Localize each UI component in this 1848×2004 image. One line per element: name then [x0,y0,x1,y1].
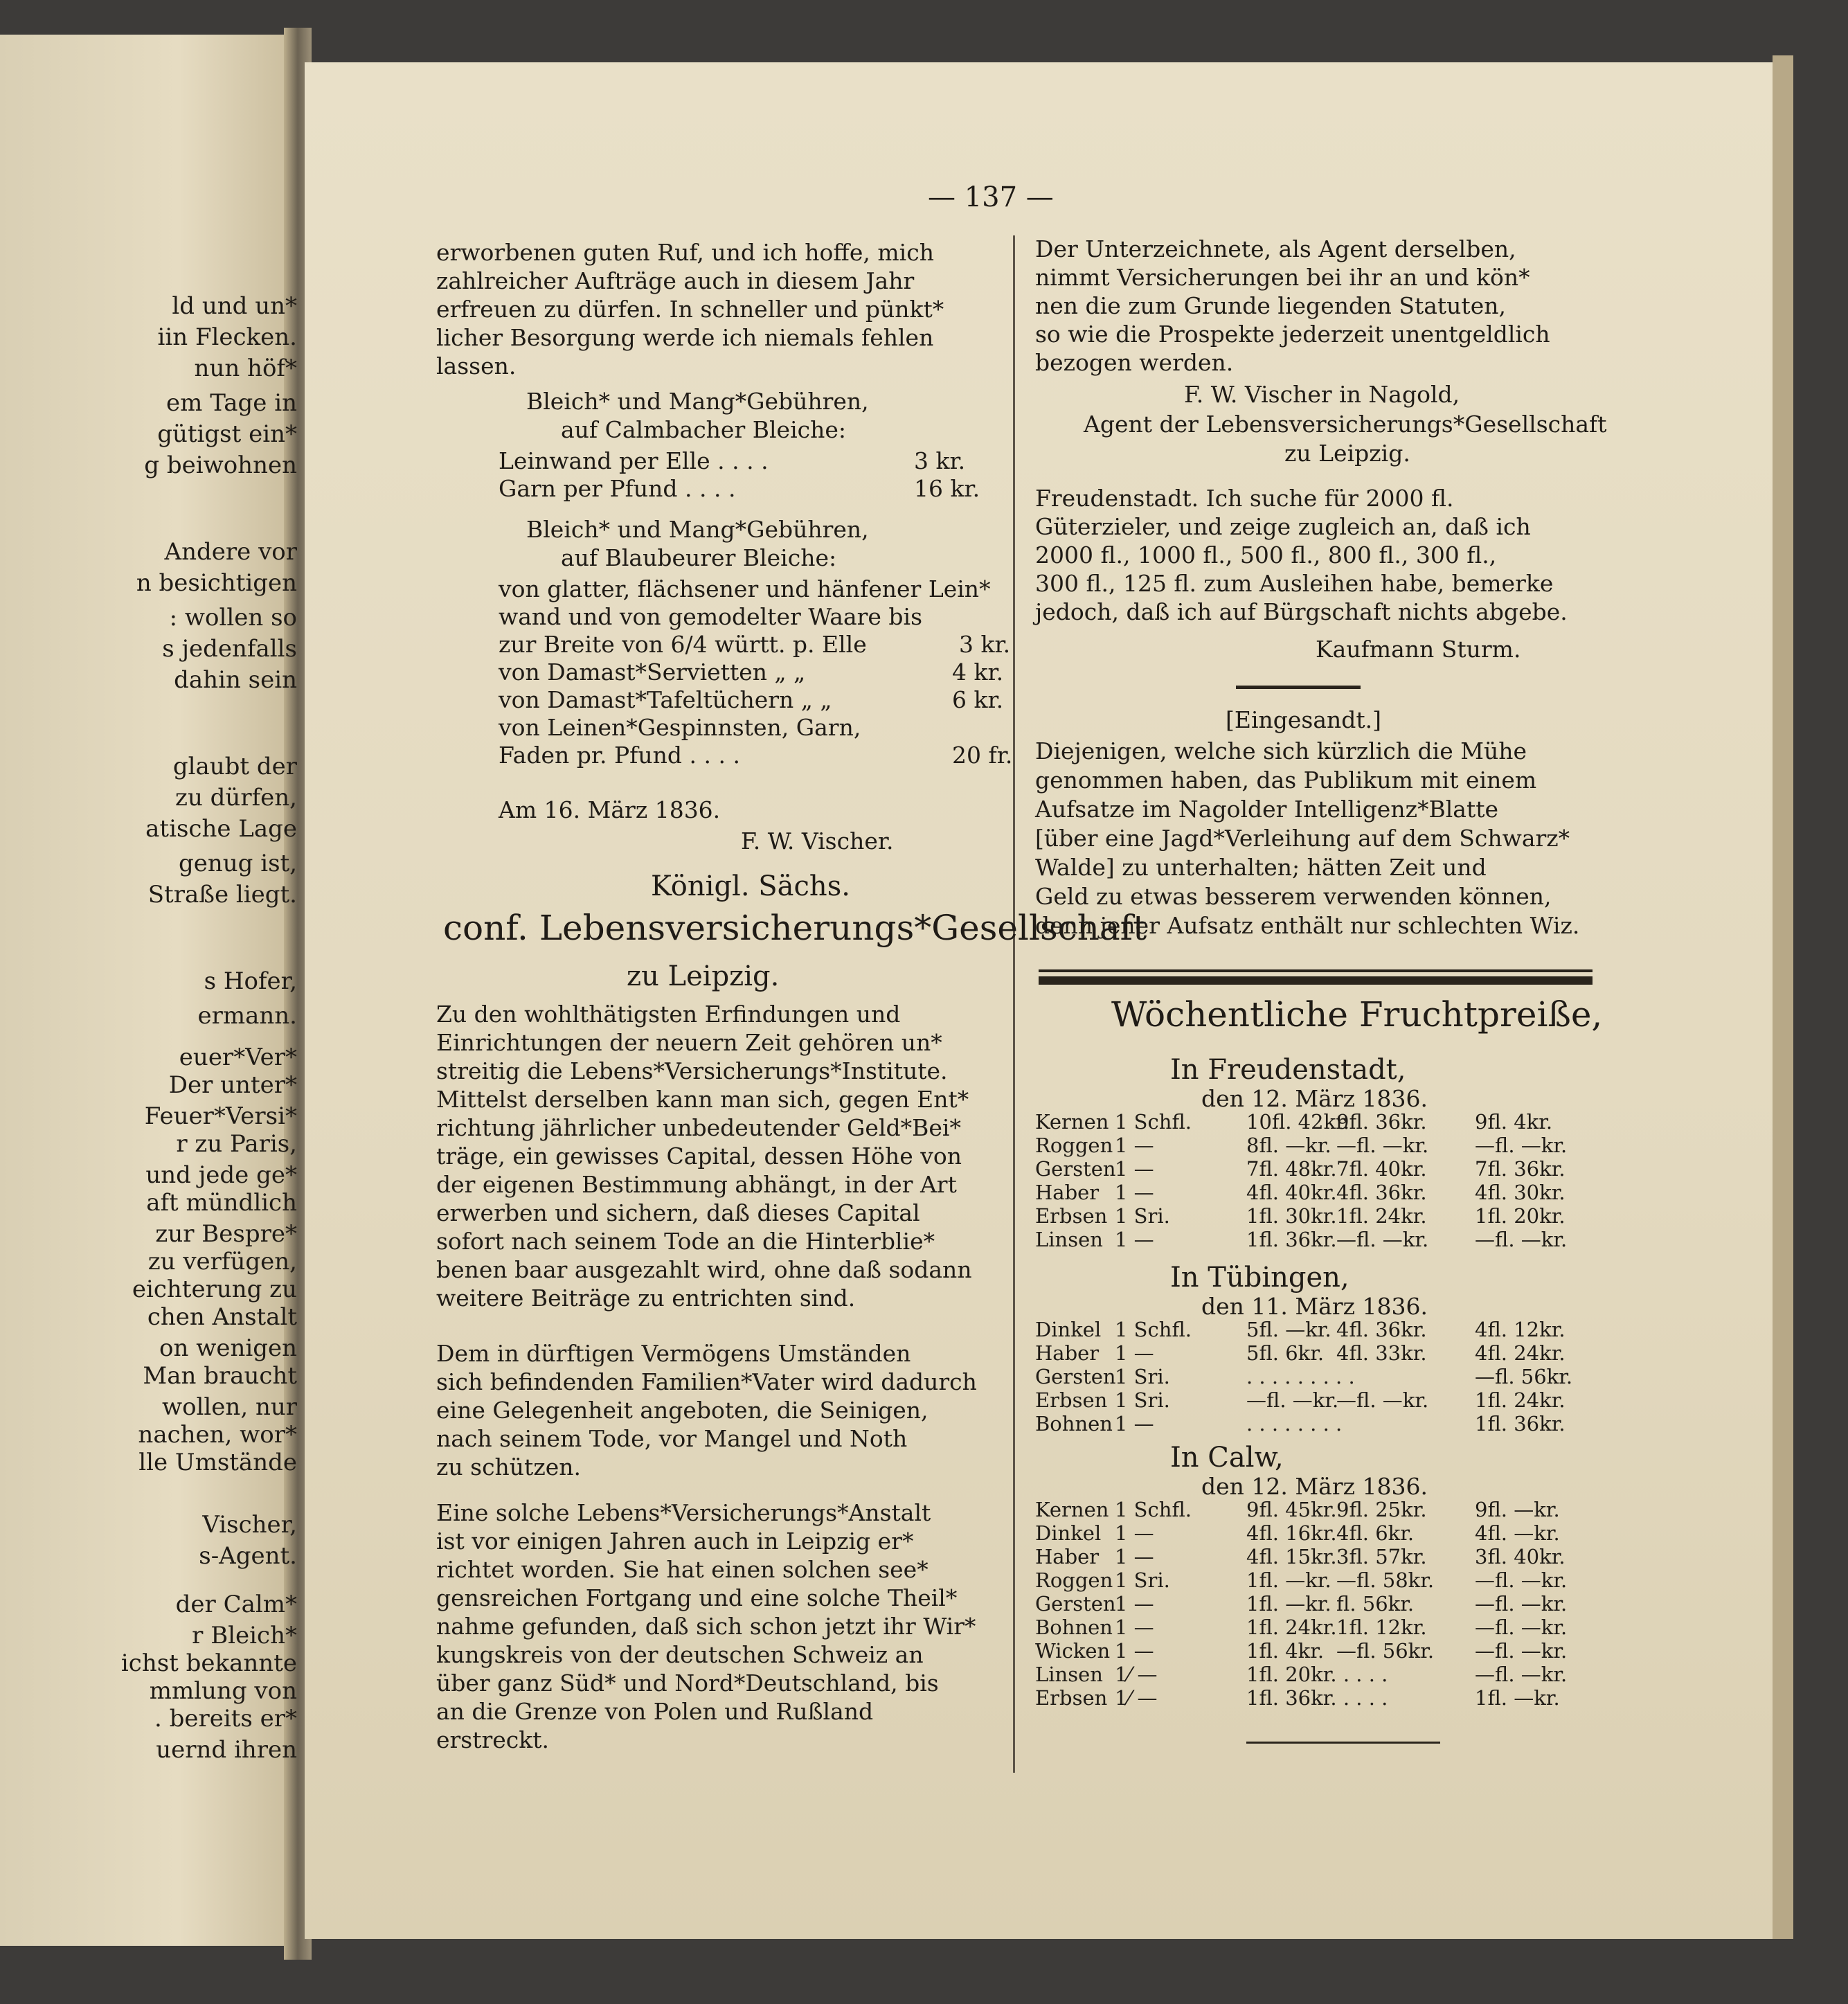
price-cell: 1 — [1115,1228,1154,1251]
price-cell: —fl. —kr. [1475,1134,1568,1157]
text-line: erwerben und sichern, daß dieses Capital [436,1199,920,1226]
price-cell: Linsen [1035,1663,1103,1686]
left-page-line: Der unter* [168,1071,297,1099]
text-line: Zu den wohlthätigsten Erfindungen und [436,1001,901,1028]
price-cell: —fl. —kr. [1475,1228,1568,1251]
text-line: kungskreis von der deutschen Schweiz an [436,1641,924,1668]
price-cell: —fl. 56kr. [1475,1365,1573,1388]
price-cell: Bohnen [1035,1412,1113,1435]
price-cell: 4fl. 36kr. [1336,1181,1427,1204]
price-cell: . . . . . . . . [1246,1412,1343,1435]
fee-price: 3 kr. [914,447,966,474]
fee-item: von Leinen*Gespinnsten, Garn, [499,714,861,741]
price-cell: 9fl. 25kr. [1336,1498,1427,1521]
price-cell: 1 Sri. [1115,1204,1170,1228]
insurance-title: conf. Lebensversicherungs*Gesellschaft [443,908,1147,948]
price-cell: Kernen [1035,1110,1109,1134]
price-cell: 1 — [1115,1521,1154,1545]
price-cell: Linsen [1035,1228,1103,1251]
separator-rule [1039,976,1593,985]
price-cell: Erbsen [1035,1388,1108,1412]
text-line: nahme gefunden, daß sich schon jetzt ihr Wir* [436,1613,976,1640]
fees-subheading: auf Calmbacher Bleiche: [561,416,847,443]
left-page-line: nun höf* [194,355,297,382]
price-cell: Dinkel [1035,1521,1102,1545]
price-cell: 7fl. 40kr. [1336,1157,1427,1181]
price-cell: 1 — [1115,1412,1154,1435]
left-page-line: zu dürfen, [175,784,297,812]
market-date: den 12. März 1836. [1201,1085,1428,1112]
price-cell: Erbsen [1035,1686,1108,1710]
price-cell: —fl. 56kr. [1336,1639,1435,1663]
text-line: zahlreicher Aufträge auch in diesem Jahr [436,267,915,294]
price-cell: Haber [1035,1545,1100,1568]
price-cell: Gersten [1035,1365,1116,1388]
price-cell: 3fl. 57kr. [1336,1545,1427,1568]
price-cell: 10fl. 42kr. [1246,1110,1350,1134]
left-page-line: nachen, wor* [138,1421,297,1449]
page-number: — 137 — [928,181,1054,213]
price-cell: 5fl. 6kr. [1246,1341,1325,1365]
left-page-line: eichterung zu [132,1276,297,1303]
price-cell: 1 Schfl. [1115,1110,1192,1134]
price-cell: —fl. —kr. [1246,1388,1339,1412]
separator-rule [1246,1742,1440,1744]
market-date: den 12. März 1836. [1201,1473,1428,1500]
price-cell: 1fl. 20kr. [1475,1204,1566,1228]
text-line: Güterzieler, und zeige zugleich an, daß ich [1035,513,1531,540]
price-cell: 1 Schfl. [1115,1318,1192,1341]
price-cell: —fl. —kr. [1336,1228,1429,1251]
text-line: träge, ein gewisses Capital, dessen Höhe von [436,1143,962,1170]
price-cell: 1fl. 24kr. [1246,1616,1337,1639]
price-cell: 4fl. 15kr. [1246,1545,1337,1568]
price-cell: —fl. —kr. [1475,1616,1568,1639]
left-page-line: iin Flecken. [157,323,297,351]
price-cell: —fl. —kr. [1475,1639,1568,1663]
left-page-line: Straße liegt. [147,881,297,909]
text-line: zur Breite von 6/4 württ. p. Elle [499,631,867,658]
price-cell: —fl. —kr. [1336,1388,1429,1412]
left-page-line: wollen, nur [161,1393,297,1421]
page-edge [1773,55,1793,1939]
text-line: Diejenigen, welche sich kürzlich die Mühe [1035,737,1527,764]
price-cell: 1fl. —kr. [1475,1686,1560,1710]
price-cell: 1fl. —kr. [1246,1592,1331,1616]
price-cell: 1 Sri. [1115,1388,1170,1412]
text-line: von glatter, flächsener und hänfener Lein* [499,575,991,602]
left-page-line: ichst bekannte [120,1649,297,1677]
price-cell: 9fl. 4kr. [1475,1110,1553,1134]
text-line: erstreckt. [436,1726,550,1753]
prices-title: Wöchentliche Fruchtpreiße, [1111,994,1603,1035]
price-cell: 7fl. 48kr. [1246,1157,1337,1181]
price-cell: 4fl. 6kr. [1336,1521,1415,1545]
left-page-line: atische Lage [145,815,297,843]
price-cell: 1fl. —kr. [1246,1568,1331,1592]
left-page-line: s Hofer, [204,967,297,995]
left-page-line: zur Bespre* [155,1220,297,1248]
fee-item: Garn per Pfund . . . . [499,475,736,502]
price-cell: Kernen [1035,1498,1109,1521]
left-page-line: uernd ihren [156,1736,297,1764]
price-cell: . . . . . . . . . [1246,1365,1355,1388]
text-line: an die Grenze von Polen und Rußland [436,1698,874,1725]
submitted-label: [Eingesandt.] [1226,706,1382,733]
agent-signature: zu Leipzig. [1284,440,1410,467]
date-line: Am 16. März 1836. [499,796,721,823]
text-line: Aufsatze im Nagolder Intelligenz*Blatte [1035,796,1498,823]
text-line: jedoch, daß ich auf Bürgschaft nichts abgebe. [1035,598,1568,625]
left-page-line: on wenigen [159,1334,297,1362]
fee-price: 20 fr. [952,742,1013,769]
price-cell: 1 — [1115,1134,1154,1157]
text-line: so wie die Prospekte jederzeit unentgeldlich [1035,321,1550,348]
price-cell: 9fl. 36kr. [1336,1110,1427,1134]
insurance-title: zu Leipzig. [627,960,780,992]
left-page-line: dahin sein [174,666,297,694]
price-cell: 1fl. 20kr. . . . . [1246,1663,1388,1686]
price-cell: 8fl. —kr. [1246,1134,1331,1157]
price-cell: Wicken [1035,1639,1111,1663]
left-page-line: ermann. [197,1002,297,1030]
market-place: In Calw, [1170,1442,1284,1474]
left-page-line: und jede ge* [145,1161,297,1189]
agent-signature: F. W. Vischer in Nagold, [1184,381,1460,408]
text-line: wand und von gemodelter Waare bis [499,603,923,630]
price-cell: 9fl. 45kr. [1246,1498,1337,1521]
left-page-line: s jedenfalls [162,635,297,663]
text-line: bezogen werden. [1035,349,1234,376]
price-cell: Erbsen [1035,1204,1108,1228]
text-line: richtung jährlicher unbedeutender Geld*Bei* [436,1114,961,1141]
text-line: Freudenstadt. Ich suche für 2000 fl. [1035,485,1454,512]
text-line: ist vor einigen Jahren auch in Leipzig er* [436,1528,914,1555]
left-page-line: mmlung von [149,1677,297,1705]
price-cell: 1 Sri. [1115,1568,1170,1592]
price-cell: 1⁄ — [1115,1686,1158,1710]
price-cell: 1fl. 36kr. [1246,1228,1337,1251]
price-cell: 4fl. 16kr. [1246,1521,1337,1545]
left-page-line: glaubt der [172,753,297,780]
agent-signature: Agent der Lebensversicherungs*Gesellschaft [1084,411,1607,438]
left-page-line: der Calm* [175,1591,297,1618]
left-page-line: chen Anstalt [147,1303,297,1331]
fee-price: 4 kr. [952,659,1004,686]
price-cell: 1fl. 12kr. [1336,1616,1427,1639]
price-cell: 1fl. 4kr. [1246,1639,1325,1663]
price-cell: 4fl. —kr. [1475,1521,1560,1545]
left-page-line: euer*Ver* [179,1044,297,1071]
fee-price: 3 kr. [959,631,1011,658]
fee-item: von Damast*Tafeltüchern „ „ [499,686,832,713]
text-line: Eine solche Lebens*Versicherungs*Anstalt [436,1499,931,1526]
separator-rule [1236,686,1361,689]
left-page-line: r zu Paris, [176,1130,297,1158]
left-page-line: genug ist, [178,850,297,877]
market-place: In Freudenstadt, [1170,1054,1406,1086]
price-cell: 4fl. 30kr. [1475,1181,1566,1204]
market-date: den 11. März 1836. [1201,1293,1428,1320]
text-line: streitig die Lebens*Versicherungs*Institute. [436,1057,948,1084]
text-line: [über eine Jagd*Verleihung auf dem Schwarz* [1035,825,1570,852]
price-cell: —fl. —kr. [1475,1663,1568,1686]
text-line: nimmt Versicherungen bei ihr an und kön* [1035,264,1530,291]
price-cell: 1 — [1115,1157,1154,1181]
price-cell: Haber [1035,1341,1100,1365]
text-line: nach seinem Tode, vor Mangel und Noth [436,1425,908,1452]
text-line: licher Besorgung werde ich niemals fehlen [436,324,934,351]
price-cell: 1 — [1115,1341,1154,1365]
price-cell: 7fl. 36kr. [1475,1157,1566,1181]
text-line: zu schützen. [436,1453,581,1480]
price-cell: 4fl. 33kr. [1336,1341,1427,1365]
price-cell: —fl. —kr. [1336,1134,1429,1157]
price-cell: 1 — [1115,1639,1154,1663]
price-cell: —fl. —kr. [1475,1568,1568,1592]
price-cell: 4fl. 12kr. [1475,1318,1566,1341]
text-line: erfreuen zu dürfen. In schneller und pünkt* [436,296,944,323]
price-cell: fl. 56kr. [1336,1592,1415,1616]
text-line: Geld zu etwas besserem verwenden können, [1035,883,1552,910]
text-line: weitere Beiträge zu entrichten sind. [436,1285,856,1312]
price-cell: 1 — [1115,1181,1154,1204]
market-place: In Tübingen, [1170,1262,1349,1294]
text-line: Dem in dürftigen Vermögens Umständen [436,1340,911,1367]
left-page-line: Feuer*Versi* [144,1102,297,1130]
fees-heading: Bleich* und Mang*Gebühren, [526,388,869,415]
price-cell: Roggen [1035,1134,1113,1157]
price-cell: 5fl. —kr. [1246,1318,1331,1341]
text-line: genommen haben, das Publikum mit einem [1035,767,1537,794]
text-line: über ganz Süd* und Nord*Deutschland, bis [436,1670,939,1697]
separator-rule [1039,969,1593,972]
price-cell: —fl. —kr. [1475,1592,1568,1616]
price-cell: 1 — [1115,1616,1154,1639]
text-line: benen baar ausgezahlt wird, ohne daß sodann [436,1256,972,1283]
price-cell: 9fl. —kr. [1475,1498,1560,1521]
price-cell: Bohnen [1035,1616,1113,1639]
left-page-line: r Bleich* [192,1622,297,1649]
price-cell: 1 Sri. [1115,1365,1170,1388]
price-cell: 1fl. 24kr. [1336,1204,1427,1228]
signature: F. W. Vischer. [741,827,894,855]
price-cell: 4fl. 36kr. [1336,1318,1427,1341]
column-divider [1013,235,1015,1773]
left-page-line: aft mündlich [146,1189,297,1217]
fees-subheading: auf Blaubeurer Bleiche: [561,544,837,571]
price-cell: 1 — [1115,1592,1154,1616]
fees-heading: Bleich* und Mang*Gebühren, [526,516,869,543]
price-cell: Dinkel [1035,1318,1102,1341]
insurance-title: Königl. Sächs. [651,870,850,902]
price-cell: Gersten [1035,1157,1116,1181]
fee-item: Leinwand per Elle . . . . [499,447,769,474]
price-cell: 1 Schfl. [1115,1498,1192,1521]
text-line: denn jener Aufsatz enthält nur schlechten Wiz. [1035,912,1580,939]
left-page-line: Andere vor [164,538,297,566]
left-page-line: s-Agent. [199,1542,297,1570]
left-page-line: Vischer, [202,1511,297,1539]
price-cell: Haber [1035,1181,1100,1204]
price-cell: 1⁄ — [1115,1663,1158,1686]
text-line: nen die zum Grunde liegenden Statuten, [1035,292,1506,319]
text-line: sich befindenden Familien*Vater wird dadurch [436,1368,977,1395]
price-cell: Roggen [1035,1568,1113,1592]
text-line: 2000 fl., 1000 fl., 500 fl., 800 fl., 300 fl., [1035,542,1497,569]
text-line: 300 fl., 125 fl. zum Ausleihen habe, bemerke [1035,570,1554,597]
price-cell: 1fl. 30kr. [1246,1204,1337,1228]
left-page-line: gütigst ein* [157,420,297,448]
left-page-line: g beiwohnen [144,451,297,479]
price-cell: 1fl. 24kr. [1475,1388,1566,1412]
left-page-line: : wollen so [169,604,297,632]
text-line: erworbenen guten Ruf, und ich hoffe, mich [436,239,934,266]
text-line: eine Gelegenheit angeboten, die Seinigen, [436,1397,929,1424]
fee-item: von Damast*Servietten „ „ [499,659,806,686]
price-cell: —fl. 58kr. [1336,1568,1435,1592]
text-line: der eigenen Bestimmung abhängt, in der Art [436,1171,957,1198]
text-line: Einrichtungen der neuern Zeit gehören un* [436,1029,942,1056]
left-page-line: n besichtigen [136,569,297,597]
left-page-line: em Tage in [166,389,297,417]
fee-price: 6 kr. [952,686,1004,713]
price-cell: Gersten [1035,1592,1116,1616]
price-cell: 1 — [1115,1545,1154,1568]
text-line: Der Unterzeichnete, als Agent derselben, [1035,235,1516,262]
left-page-line: . bereits er* [154,1705,297,1733]
price-cell: 3fl. 40kr. [1475,1545,1566,1568]
text-line: richtet worden. Sie hat einen solchen see* [436,1556,929,1583]
price-cell: 4fl. 40kr. [1246,1181,1337,1204]
text-line: Walde] zu unterhalten; hätten Zeit und [1035,854,1487,881]
price-cell: 1fl. 36kr. [1475,1412,1566,1435]
left-page-line: ld und un* [172,292,297,320]
text-line: sofort nach seinem Tode an die Hinterblie* [436,1228,935,1255]
fee-price: 16 kr. [914,475,980,502]
text-line: Mittelst derselben kann man sich, gegen Ent* [436,1086,969,1113]
price-cell: 1fl. 36kr. . . . . [1246,1686,1388,1710]
merchant-signature: Kaufmann Sturm. [1316,636,1521,663]
text-line: gensreichen Fortgang und eine solche Theil* [436,1584,958,1611]
left-page-line: Man braucht [143,1362,297,1390]
left-page-line: zu verfügen, [147,1248,297,1276]
left-page-line: lle Umstände [138,1449,297,1476]
price-cell: 4fl. 24kr. [1475,1341,1566,1365]
fee-item: Faden pr. Pfund . . . . [499,742,740,769]
text-line: lassen. [436,352,517,379]
